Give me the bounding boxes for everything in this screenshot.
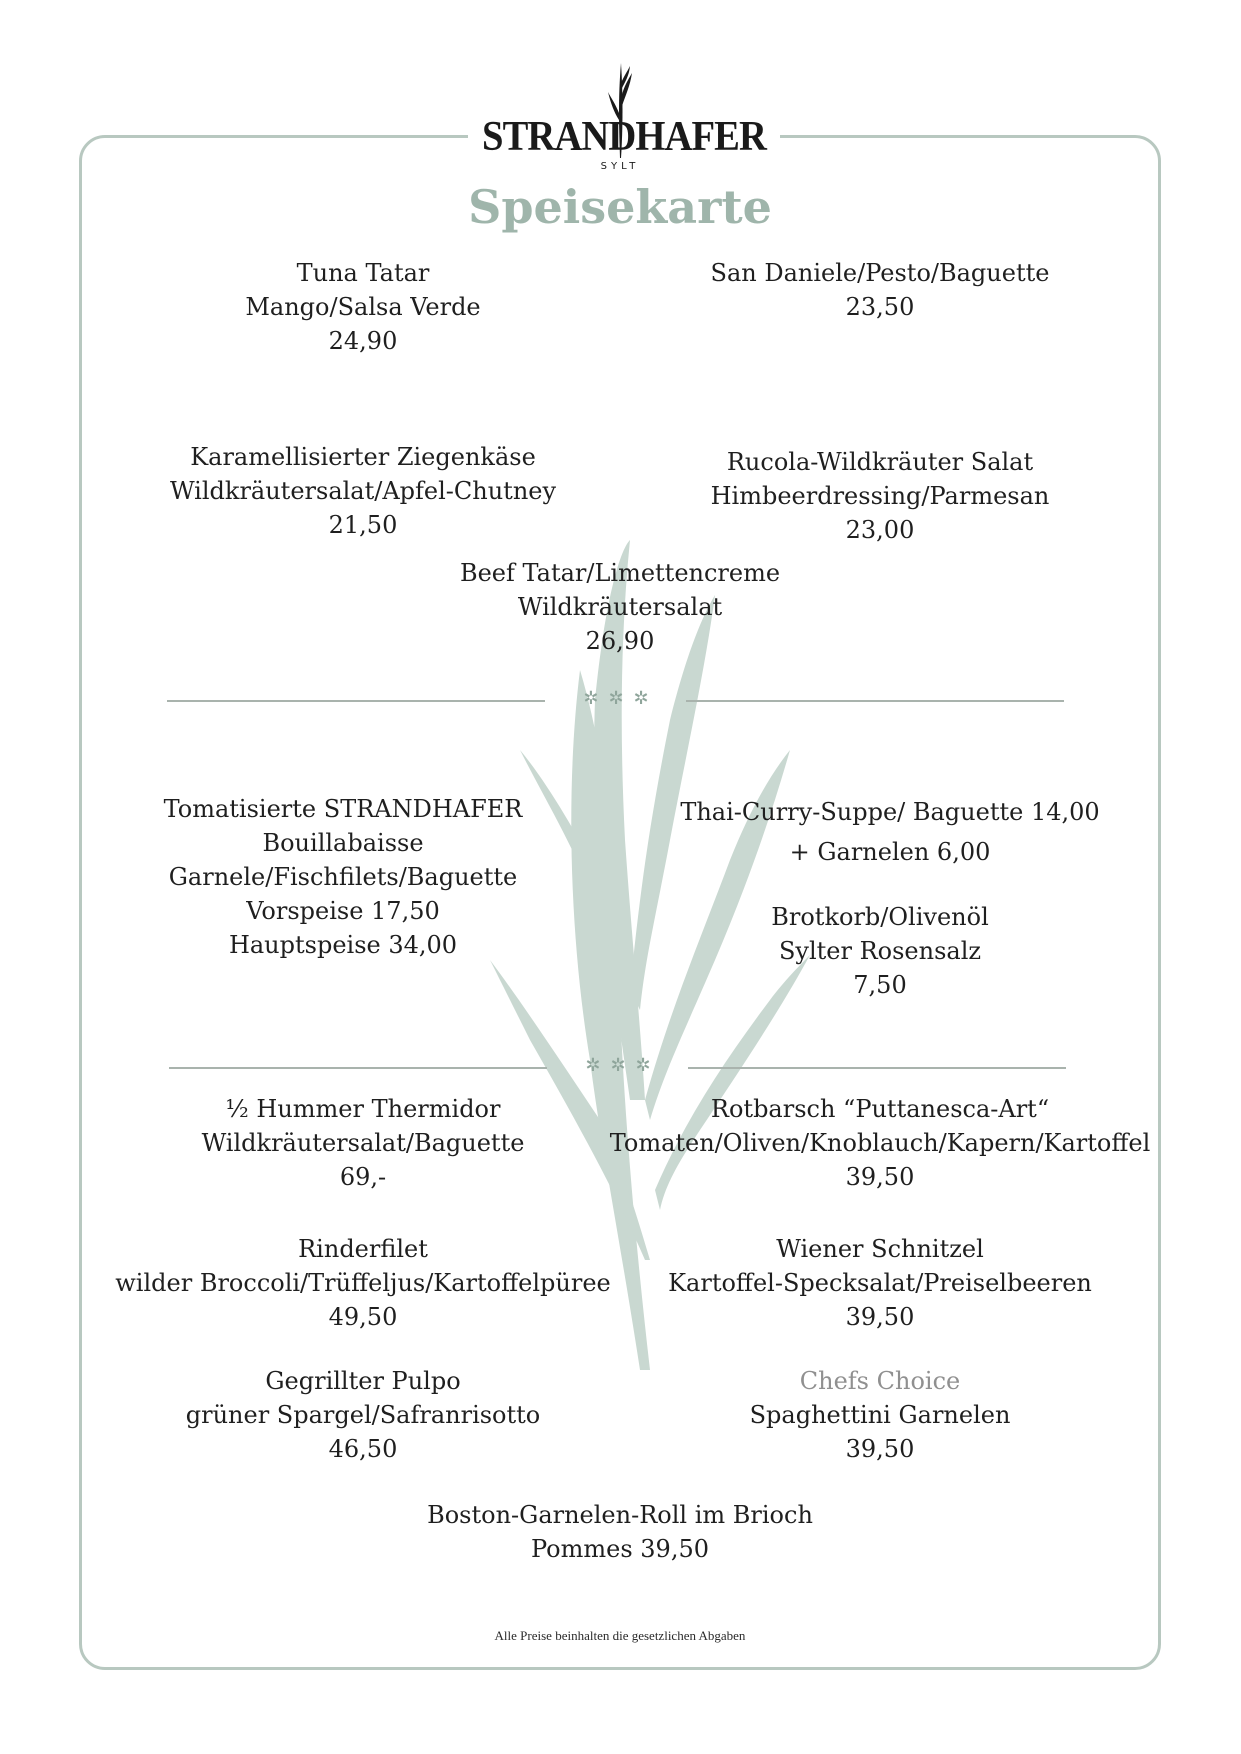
logo-name: STRANDHAFER [482, 114, 767, 160]
logo-subtitle: SYLT [600, 161, 640, 172]
footer-note: Alle Preise beinhalten die gesetzlichen Abgaben [494, 1628, 746, 1643]
list-item: Rucola-Wildkräuter Salat Himbeerdressing/Parmesan 23,00 [710, 448, 1050, 544]
chefs-choice-item: Chefs Choice Spaghettini Garnelen 39,50 [680, 1364, 1080, 1466]
list-item: Rotbarsch “Puttanesca-Art“ Tomaten/Oliven/Knoblauch/Kapern/Kartoffel 39,50 [609, 1095, 1151, 1191]
page-title: Speisekarte [468, 180, 772, 234]
list-item: Gegrillter Pulpo grüner Spargel/Safranrisotto 46,50 [185, 1367, 541, 1463]
divider-line [688, 1067, 1066, 1069]
list-item: Rinderfilet wilder Broccoli/Trüffeljus/Kartoffelpüree 49,50 [115, 1235, 611, 1331]
list-item: Tuna Tatar Mango/Salsa Verde 24,90 [245, 259, 481, 355]
list-item: Thai-Curry-Suppe/ Baguette 14,00 + Garnelen 6,00 [680, 798, 1100, 866]
list-item: Tomatisierte STRANDHAFER Bouillabaisse Garnele/Fischfilets/Baguette Vorspeise 17,50 Hauptspeise 34,00 [163, 795, 523, 959]
list-item: Wiener Schnitzel Kartoffel-Specksalat/Preiselbeeren 39,50 [668, 1235, 1092, 1331]
chefs-choice-label: Chefs Choice [799, 1367, 961, 1395]
divider-stars-icon: ✲✲✲ [585, 1055, 661, 1076]
list-item: Boston-Garnelen-Roll im Brioch Pommes 39,50 [427, 1501, 813, 1563]
divider-line [167, 700, 545, 702]
list-item: Beef Tatar/Limettencreme Wildkräutersalat 26,90 [459, 559, 781, 655]
divider-stars-icon: ✲✲✲ [583, 688, 659, 709]
list-item: San Daniele/Pesto/Baguette 23,50 [710, 259, 1050, 321]
list-item: Karamellisierter Ziegenkäse Wildkräutersalat/Apfel-Chutney 21,50 [169, 443, 557, 539]
list-item: Brotkorb/Olivenöl Sylter Rosensalz 7,50 [771, 903, 989, 999]
divider-line [686, 700, 1064, 702]
list-item: ½ Hummer Thermidor Wildkräutersalat/Baguette 69,- [201, 1095, 525, 1191]
divider-line [169, 1067, 547, 1069]
